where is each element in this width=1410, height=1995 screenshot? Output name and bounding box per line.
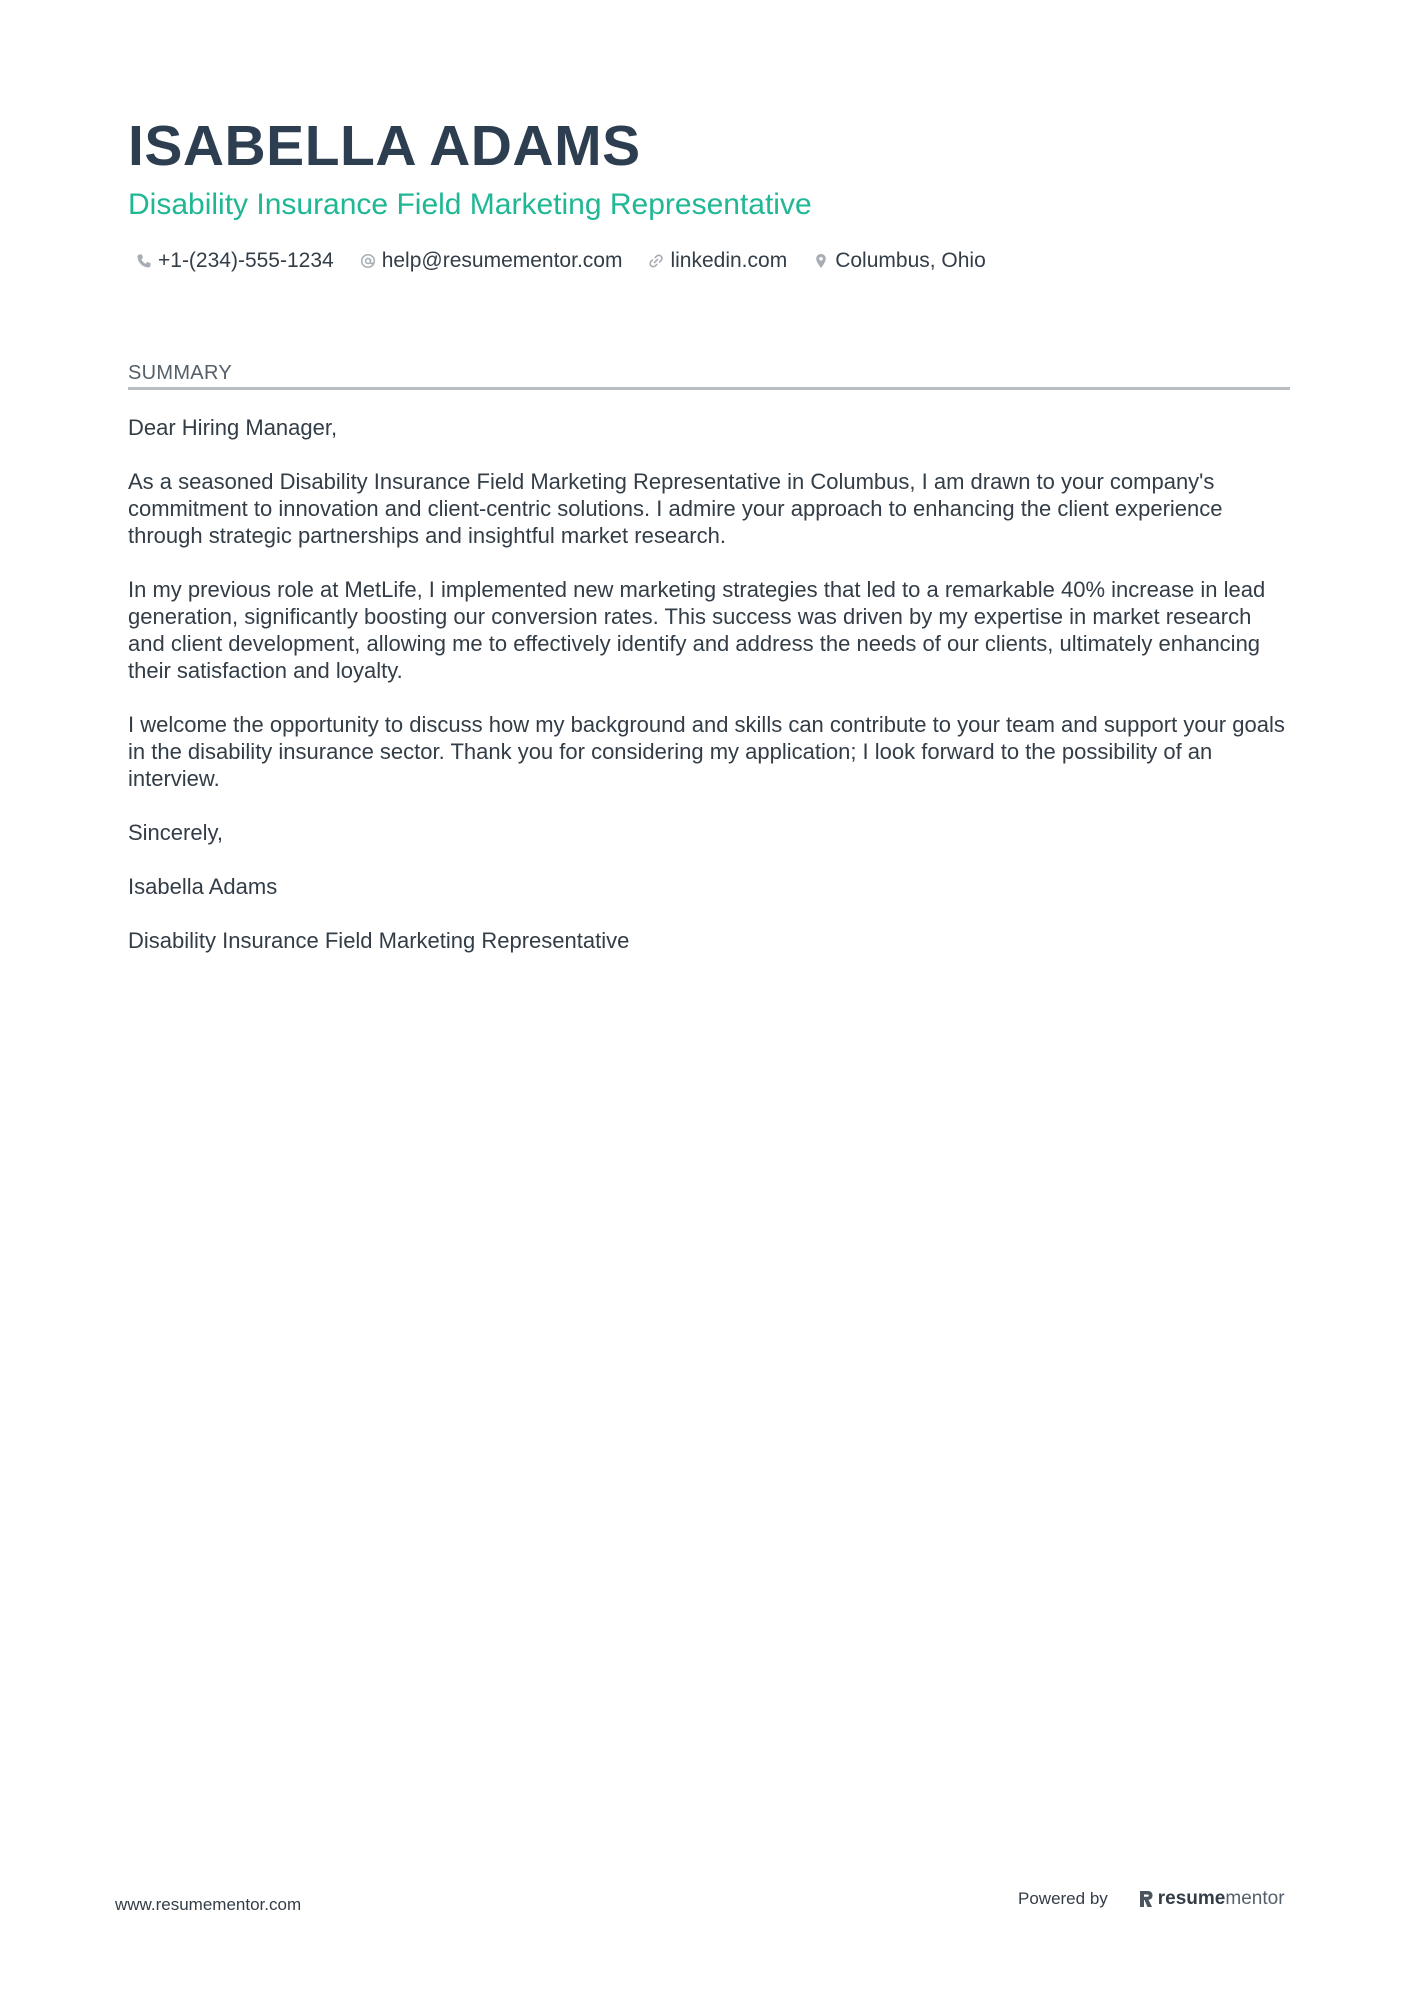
powered-by-label: Powered by: [1018, 1889, 1108, 1908]
signature-title: Disability Insurance Field Marketing Representative: [128, 928, 630, 953]
email-text: help@resumementor.com: [381, 249, 623, 272]
location-text: Columbus, Ohio: [835, 249, 986, 272]
salutation: Dear Hiring Manager,: [128, 415, 338, 440]
letter-paragraph: As a seasoned Disability Insurance Field Marketing Representative in Columbus, I am drawn to your company's commitment to innovation and client-centric solutions. I admire your approach to enhancing the client experience through strategic partnerships and insightful market research.: [128, 469, 1223, 548]
phone-text: +1-(234)-555-1234: [158, 249, 334, 272]
location-pin-icon: [813, 253, 829, 269]
brand-name-part1: resume: [1157, 1888, 1226, 1909]
signature-name: Isabella Adams: [128, 874, 278, 899]
letter-paragraph: In my previous role at MetLife, I implemented new marketing strategies that led to a remarkable 40% increase in lead generation, significantly boosting our conversion rates. This success was driven by my expertise in market research and client development, allowing me to effectively identify and address the needs of our clients, ultimately enhancing their satisfaction and loyalty.: [128, 577, 1266, 683]
contact-phone: [136, 246, 334, 276]
letter-paragraph: I welcome the opportunity to discuss how my background and skills can contribute to your team and support your goals in the disability insurance sector. Thank you for considering my application; I look forward to the possibility of an interview.: [128, 712, 1285, 791]
contact-linkedin[interactable]: [648, 246, 787, 276]
brand-logo-link[interactable]: [1138, 1888, 1285, 1910]
link-icon: [648, 253, 664, 269]
closing: Sincerely,: [128, 820, 223, 845]
candidate-role: Disability Insurance Field Marketing Representative: [128, 188, 812, 221]
section-divider: [128, 387, 1290, 390]
contact-bar: [136, 246, 1012, 276]
summary-heading: SUMMARY: [128, 362, 232, 384]
brand-logo-icon: [1138, 1889, 1154, 1909]
phone-icon: [136, 253, 152, 269]
linkedin-text: linkedin.com: [670, 249, 788, 272]
brand-name-part2: mentor: [1225, 1888, 1285, 1909]
at-icon: [360, 253, 376, 269]
candidate-name: ISABELLA ADAMS: [128, 114, 641, 178]
footer-website-link[interactable]: www.resumementor.com: [115, 1895, 302, 1914]
contact-email[interactable]: [360, 246, 623, 276]
contact-location: [813, 246, 986, 276]
footer-branding: [1018, 1888, 1285, 1910]
cover-letter-body: [128, 414, 1290, 981]
